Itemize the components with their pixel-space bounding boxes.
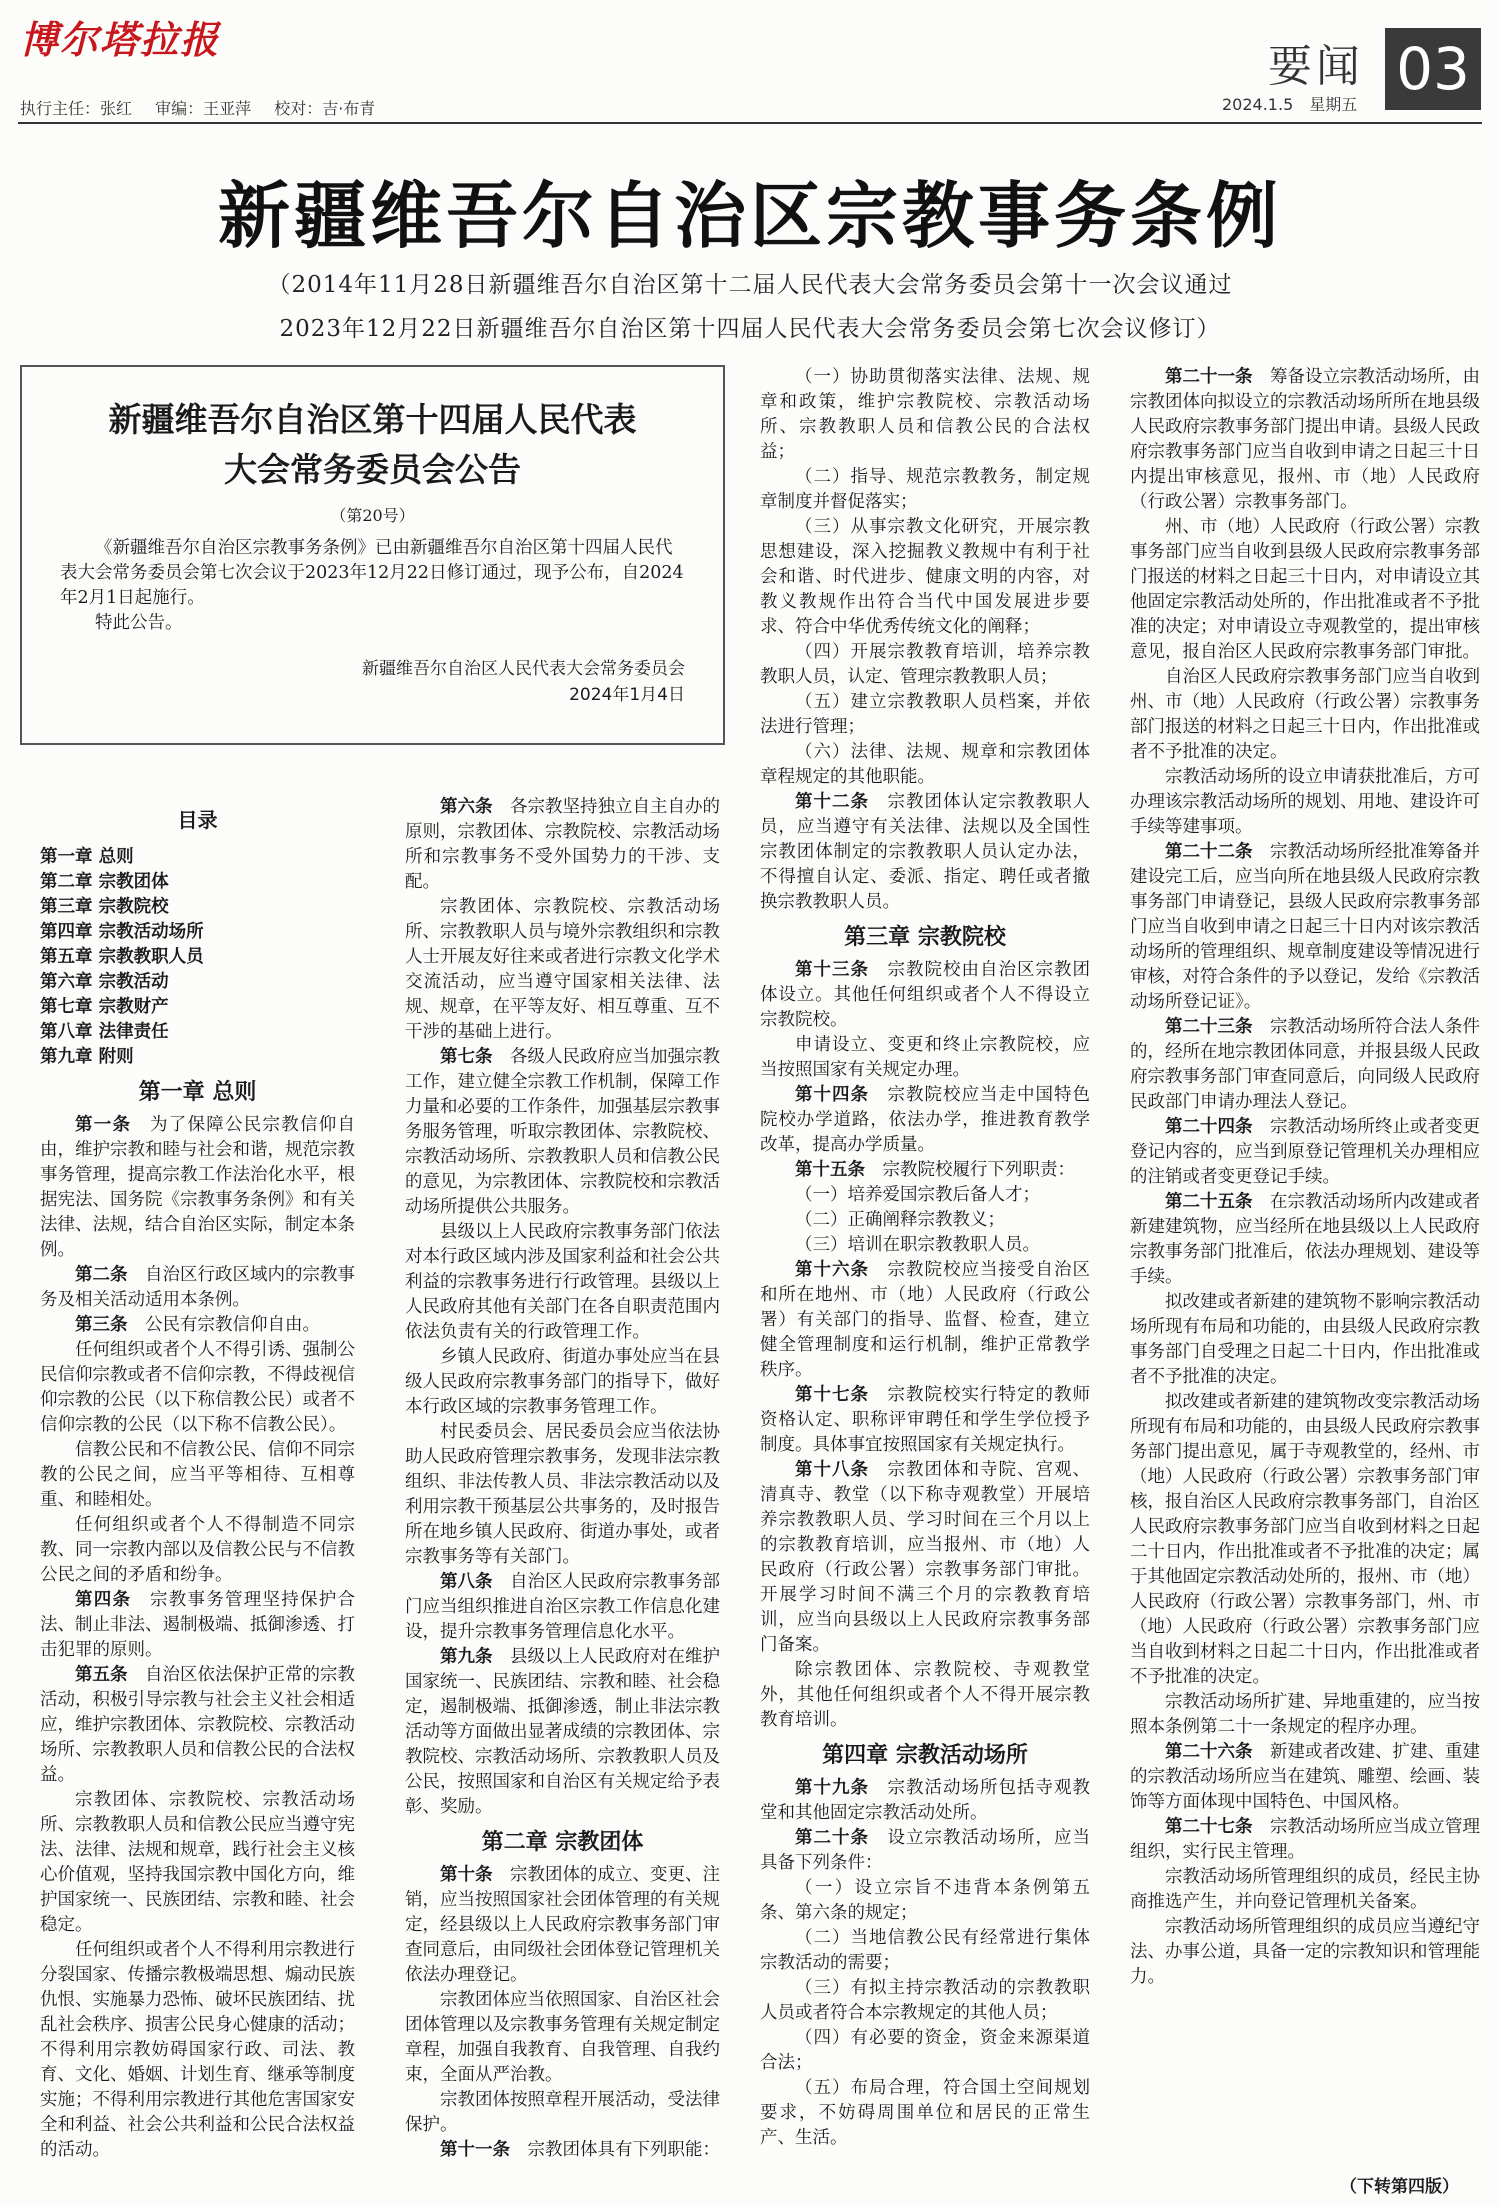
article-text: 宗教活动场所符合法人条件的，经所在地宗教团体同意，并报县级人民政府宗教事务部门审查同意后，向同级人民政府民政部门申请办理法人登记。 [1130,1017,1480,1112]
staff-reviewer: 审编：王亚萍 [155,99,252,118]
toc-title: 目录 [177,808,218,832]
article-number: 第十八条 [795,1460,869,1480]
article-number: 第二十五条 [1165,1192,1253,1212]
paragraph: 拟改建或者新建的建筑物不影响宗教活动场所现有布局和功能的，由县级人民政府宗教事务部门自受理之日起二十日内，作出批准或者不予批准的决定。 [1130,1292,1480,1387]
paragraph: 宗教团体、宗教院校、宗教活动场所、宗教教职人员与境外宗教组织和宗教人士开展友好往来或者进行宗教文化学术交流活动，应当遵守国家相关法律、法规、规章，在平等友好、相互尊重、互不干涉的基础上进行。 [405,897,720,1042]
paragraph: 除宗教团体、宗教院校、寺观教堂外，其他任何组织或者个人不得开展宗教教育培训。 [760,1660,1090,1730]
article [405,1570,720,1645]
paragraph: 县级以上人民政府宗教事务部门依法对本行政区域内涉及国家利益和社会公共利益的宗教事务进行行政管理。县级以上人民政府其他有关部门在各自职责范围内依法负责有关的行政管理工作。 [405,1222,720,1342]
chapter-heading: 第四章 宗教活动场所 [822,1743,1028,1768]
article-text: 各级人民政府应当加强宗教工作，建立健全宗教工作机制，保障工作力量和必要的工作条件，加强基层宗教事务服务管理，听取宗教团体、宗教院校、宗教活动场所、宗教教职人员和信教公民的意见，为宗教团体、宗教院校和宗教活动场所提供公共服务。 [405,1047,720,1217]
article-number: 第四条 [75,1590,132,1610]
article-text: 自治区行政区域内的宗教事务及相关活动适用本条例。 [40,1265,355,1310]
article [1130,1115,1480,1190]
list-item: （五）布局合理，符合国土空间规划要求，不妨碍周围单位和居民的正常生产、生活。 [760,2078,1090,2148]
article-number: 第一条 [75,1115,132,1135]
toc-item[interactable]: 第三章 宗教院校 [40,897,169,917]
paragraph: 自治区人民政府宗教事务部门应当自收到州、市（地）人民政府（行政公署）宗教事务部门报送的材料之日起三十日内，作出批准或者不予批准的决定。 [1130,667,1480,762]
article-text: 宗教院校实行特定的教师资格认定、职称评审聘任和学生学位授予制度。具体事宜按照国家有关规定执行。 [760,1385,1090,1455]
announcement-title-line-1: 新疆维吾尔自治区第十四届人民代表 [108,400,637,439]
article [760,1383,1090,1458]
paragraph: 信教公民和不信教公民、信仰不同宗教的公民之间，应当平等相待、互相尊重、和睦相处。 [40,1440,355,1510]
article [405,1045,720,1220]
toc-item[interactable]: 第六章 宗教活动 [40,972,169,992]
chapter-heading: 第三章 宗教院校 [844,925,1006,950]
article [760,1458,1090,1658]
article-text: 为了保障公民宗教信仰自由，维护宗教和睦与社会和谐，规范宗教事务管理，提高宗教工作法治化水平，根据宪法、国务院《宗教事务条例》和有关法律、法规，结合自治区实际，制定本条例。 [40,1115,355,1260]
article-number: 第六条 [440,797,493,817]
article-text: 宗教团体具有下列职能： [527,2140,720,2160]
article-number: 第二十二条 [1165,842,1253,862]
article [405,795,720,895]
article-text: 宗教院校由自治区宗教团体设立。其他任何组织或者个人不得设立宗教院校。 [760,960,1090,1030]
article [40,1663,355,1788]
table-of-contents [40,845,355,1070]
paragraph: 宗教团体按照章程开展活动，受法律保护。 [405,2090,720,2135]
article-number: 第三条 [75,1315,128,1335]
article-text: 公民有宗教信仰自由。 [145,1315,320,1335]
list-item: （二）指导、规范宗教教务，制定规章制度并督促落实； [760,467,1090,512]
article-text: 宗教团体认定宗教教职人员，应当遵守有关法律、法规以及全国性宗教团体制定的宗教教职人员认定办法，不得擅自认定、委派、指定、聘任或者撤换宗教教职人员。 [760,792,1090,912]
toc-item[interactable]: 第八章 法律责任 [40,1022,169,1042]
list-item: （二）当地信教公民有经常进行集体宗教活动的需要； [760,1928,1090,1973]
staff-credits [20,96,393,119]
list-item: （二）正确阐释宗教教义； [795,1210,1005,1230]
list-item: （三）有拟主持宗教活动的宗教教职人员或者符合本宗教规定的其他人员； [760,1978,1090,2023]
article [405,1645,720,1820]
article-text: 宗教院校应当接受自治区和所在地州、市（地）人民政府（行政公署）有关部门的指导、监督、检查，建立健全管理制度和运行机制，维护正常教学秩序。 [760,1260,1090,1380]
article [760,790,1090,915]
article-number: 第十四条 [795,1085,869,1105]
article-number: 第十六条 [795,1260,869,1280]
article-text: 宗教团体的成立、变更、注销，应当按照国家社会团体管理的有关规定，经县级以上人民政府宗教事务部门审查同意后，由同级社会团体登记管理机关依法办理登记。 [405,1865,720,1985]
article-number: 第二十一条 [1165,367,1253,387]
paragraph: 宗教团体、宗教院校、宗教活动场所、宗教教职人员和信教公民应当遵守宪法、法律、法规和规章，践行社会主义核心价值观，坚持我国宗教中国化方向，维护国家统一、民族团结、宗教和睦、社会稳定。 [40,1790,355,1935]
toc-item[interactable]: 第五章 宗教教职人员 [40,947,204,967]
paragraph: 乡镇人民政府、街道办事处应当在县级人民政府宗教事务部门的指导下，做好本行政区域的宗教事务管理工作。 [405,1347,720,1417]
paragraph: 申请设立、变更和终止宗教院校，应当按照国家有关规定办理。 [760,1035,1090,1080]
paragraph: 宗教团体应当依照国家、自治区社会团体管理以及宗教事务管理有关规定制定章程，加强自我教育、自我管理、自我约束，全面从严治教。 [405,1990,720,2085]
article-text: 设立宗教活动场所，应当具备下列条件： [760,1828,1090,1873]
list-item: （六）法律、法规、规章和宗教团体章程规定的其他职能。 [760,742,1090,787]
article-number: 第十七条 [795,1385,869,1405]
article-number: 第九条 [440,1647,493,1667]
article [760,1083,1090,1158]
paragraph: 州、市（地）人民政府（行政公署）宗教事务部门应当自收到县级人民政府宗教事务部门报送的材料之日起三十日内，对申请设立其他固定宗教活动处所的，作出批准或者不予批准的决定；对申请设立寺观教堂的，提出审核意见，报自治区人民政府宗教事务部门审批。 [1130,517,1480,662]
list-item: （一）设立宗旨不违背本条例第五条、第六条的规定； [760,1878,1090,1923]
article-text: 筹备设立宗教活动场所，由宗教团体向拟设立的宗教活动场所所在地县级人民政府宗教事务部门提出申请。县级人民政府宗教事务部门应当自收到申请之日起三十日内提出审核意见，报州、市（地）人民政府（行政公署）宗教事务部门。 [1130,367,1480,512]
chapter-heading: 第二章 宗教团体 [481,1830,644,1855]
article [760,1776,1090,1826]
staff-editor: 执行主任：张红 [20,99,133,118]
article [1130,1190,1480,1290]
list-item: （一）协助贯彻落实法律、法规、规章和政策，维护宗教院校、宗教活动场所、宗教教职人员和信教公民的合法权益； [760,367,1090,462]
list-item: （三）培训在职宗教教职人员。 [795,1235,1040,1255]
article-number: 第二条 [75,1265,128,1285]
article-number: 第十条 [440,1865,493,1885]
toc-item[interactable]: 第四章 宗教活动场所 [40,922,204,942]
page-number: 03 [1385,28,1481,110]
article-text: 宗教活动场所终止或者变更登记内容的，应当到原登记管理机关办理相应的注销或者变更登记手续。 [1130,1117,1480,1187]
article-text: 宗教院校履行下列职责： [882,1160,1075,1180]
list-item: （五）建立宗教教职人员档案，并依法进行管理； [760,692,1090,737]
article-text: 宗教活动场所经批准筹备并建设完工后，应当向所在地县级人民政府宗教事务部门申请登记，县级人民政府宗教事务部门应当自收到申请之日起三十日内对该宗教活动场所的管理组织、规章制度建设等情况进行审核，对符合条件的予以登记，发给《宗教活动场所登记证》。 [1130,842,1480,1012]
column-1 [40,808,355,2193]
article-number: 第十二条 [795,792,869,812]
announcement-date: 2024年1月4日 [569,685,685,705]
article [760,1826,1090,1876]
announcement-closing: 特此公告。 [95,613,183,633]
toc-item[interactable]: 第一章 总则 [40,847,134,867]
article-number: 第十五条 [795,1160,865,1180]
subtitle-line-1: （2014年11月28日新疆维吾尔自治区第十二届人民代表大会常务委员会第十一次会议通过 [267,272,1233,298]
announcement-signer: 新疆维吾尔自治区人民代表大会常务委员会 [362,659,685,679]
article-text: 新建或者改建、扩建、重建的宗教活动场所应当在建筑、雕塑、绘画、装饰等方面体现中国特色、中国风格。 [1130,1742,1480,1812]
article [1130,1015,1480,1115]
article [1130,1815,1480,1865]
article [760,1158,1090,1183]
article [40,1113,355,1263]
paragraph: 宗教活动场所的设立申请获批准后，方可办理该宗教活动场所的规划、用地、建设许可手续等建事项。 [1130,767,1480,837]
article-number: 第五条 [75,1665,128,1685]
paragraph: 拟改建或者新建的建筑物改变宗教活动场所现有布局和功能的，由县级人民政府宗教事务部门提出意见，属于寺观教堂的，经州、市（地）人民政府（行政公署）宗教事务部门审核，报自治区人民政府宗教事务部门，自治区人民政府宗教事务部门应当自收到材料之日起二十日内，作出批准或者不予批准的决定；属于其他固定宗教活动处所的，报州、市（地）人民政府（行政公署）宗教事务部门，州、市（地）人民政府（行政公署）宗教事务部门应当自收到材料之日起二十日内，作出批准或者不予批准的决定。 [1130,1392,1480,1687]
article-number: 第二十三条 [1165,1017,1253,1037]
toc-item[interactable]: 第九章 附则 [40,1047,134,1067]
staff-proofreader: 校对：吉·布青 [274,99,376,118]
article [40,1313,355,1338]
announcement-number: （第20号） [330,506,415,525]
announcement-title [22,395,723,495]
article [40,1588,355,1663]
article [1130,1740,1480,1815]
column-2 [405,795,720,2193]
article-text: 宗教活动场所应当成立管理组织，实行民主管理。 [1130,1817,1480,1862]
paragraph: 村民委员会、居民委员会应当依法协助人民政府管理宗教事务，发现非法宗教组织、非法传教人员、非法宗教活动以及利用宗教干预基层公共事务的，及时报告所在地乡镇人民政府、街道办事处，或者宗教事务等有关部门。 [405,1422,720,1567]
article-text: 自治区人民政府宗教事务部门应当组织推进自治区宗教工作信息化建设，提升宗教事务管理信息化水平。 [405,1572,720,1642]
article-text: 宗教活动场所包括寺观教堂和其他固定宗教活动处所。 [760,1778,1090,1823]
article [1130,840,1480,1015]
chapter-heading: 第一章 总则 [138,1080,257,1105]
announcement-body [22,536,723,636]
announcement-text: 《新疆维吾尔自治区宗教事务条例》已由新疆维吾尔自治区第十四届人民代表大会常务委员会第七次会议于2023年12月22日修订通过，现予公布，自2024年2月1日起施行。 [60,538,684,608]
continued-notice[interactable]: （下转第四版） [1340,2177,1459,2197]
paragraph: 任何组织或者个人不得利用宗教进行分裂国家、传播宗教极端思想、煽动民族仇恨、实施暴力恐怖、破坏民族团结、扰乱社会秩序、损害公民身心健康的活动；不得利用宗教妨碍国家行政、司法、教育、文化、婚姻、计划生育、继承等制度实施；不得利用宗教进行其他危害国家安全和利益、社会公共利益和公民合法权益的活动。 [40,1940,355,2160]
page-title: 新疆维吾尔自治区宗教事务条例 [217,174,1282,258]
article-text: 各宗教坚持独立自主自办的原则，宗教团体、宗教院校、宗教活动场所和宗教事务不受外国势力的干涉、支配。 [405,797,720,892]
article-number: 第八条 [440,1572,493,1592]
article-text: 宗教事务管理坚持保护合法、制止非法、遏制极端、抵御渗透、打击犯罪的原则。 [40,1590,355,1660]
article [405,1863,720,1988]
toc-item[interactable]: 第七章 宗教财产 [40,997,169,1017]
column-3 [760,365,1090,2193]
article-text: 县级以上人民政府对在维护国家统一、民族团结、宗教和睦、社会稳定，遏制极端、抵御渗透，制止非法宗教活动等方面做出显著成绩的宗教团体、宗教院校、宗教活动场所、宗教教职人员及公民，按照国家和自治区有关规定给予表彰、奖励。 [405,1647,720,1817]
article-number: 第二十四条 [1165,1117,1253,1137]
article-number: 第七条 [440,1047,493,1067]
article-text: 自治区依法保护正常的宗教活动，积极引导宗教与社会主义社会相适应，维护宗教团体、宗教院校、宗教活动场所、宗教教职人员和信教公民的合法权益。 [40,1665,355,1785]
section-name: 要闻 [1268,41,1364,92]
article-number: 第二十六条 [1165,1742,1253,1762]
announcement-box [20,365,725,745]
article-number: 第十三条 [795,960,869,980]
article-text: 在宗教活动场所内改建或者新建建筑物，应当经所在地县级以上人民政府宗教事务部门批准后，依法办理规划、建设等手续。 [1130,1192,1480,1287]
article [1130,365,1480,515]
list-item: （三）从事宗教文化研究，开展宗教思想建设，深入挖掘教义教规中有利于社会和谐、时代进步、健康文明的内容，对教义教规作出符合当代中国发展进步要求、符合中华优秀传统文化的阐释； [760,517,1090,637]
column-4 [1130,365,1480,2170]
announcement-signature [22,656,723,708]
newspaper-masthead: 博尔塔拉报 [20,17,221,62]
list-item: （四）有必要的资金，资金来源渠道合法； [760,2028,1090,2073]
paragraph: 宗教活动场所管理组织的成员应当遵纪守法、办事公道，具备一定的宗教知识和管理能力。 [1130,1917,1480,1987]
article-text: 宗教团体和寺院、宫观、清真寺、教堂（以下称寺观教堂）开展培养宗教教职人员、学习时间在三个月以上的宗教教育培训，应当报州、市（地）人民政府（行政公署）宗教事务部门审批。开展学习时间不满三个月的宗教教育培训，应当向县级以上人民政府宗教事务部门备案。 [760,1460,1090,1655]
article-number: 第十一条 [440,2140,510,2160]
list-item: （一）培养爱国宗教后备人才； [795,1185,1040,1205]
article [40,1263,355,1313]
paragraph: 任何组织或者个人不得制造不同宗教、同一宗教内部以及信教公民与不信教公民之间的矛盾和纷争。 [40,1515,355,1585]
article-number: 第十九条 [795,1778,869,1798]
toc-item[interactable]: 第二章 宗教团体 [40,872,169,892]
header-divider [18,122,1482,124]
paragraph: 宗教活动场所管理组织的成员，经民主协商推选产生，并向登记管理机关备案。 [1130,1867,1480,1912]
article-number: 第二十条 [795,1828,869,1848]
article [760,958,1090,1033]
announcement-title-line-2: 大会常务委员会公告 [224,450,521,489]
list-item: （四）开展宗教教育培训，培养宗教教职人员，认定、管理宗教教职人员； [760,642,1090,687]
paragraph: 任何组织或者个人不得引诱、强制公民信仰宗教或者不信仰宗教，不得歧视信仰宗教的公民（以下称信教公民）或者不信仰宗教的公民（以下称不信教公民）。 [40,1340,355,1435]
article [405,2138,720,2163]
article-text: 宗教院校应当走中国特色院校办学道路，依法办学，推进教育教学改革，提高办学质量。 [760,1085,1090,1155]
paragraph: 宗教活动场所扩建、异地重建的，应当按照本条例第二十一条规定的程序办理。 [1130,1692,1480,1737]
subtitle-line-2: 2023年12月22日新疆维吾尔自治区第十四届人民代表大会常务委员会第七次会议修订） [279,316,1221,342]
issue-date: 2024.1.5 星期五 [1222,95,1358,114]
article-number: 第二十七条 [1165,1817,1253,1837]
article [760,1258,1090,1383]
